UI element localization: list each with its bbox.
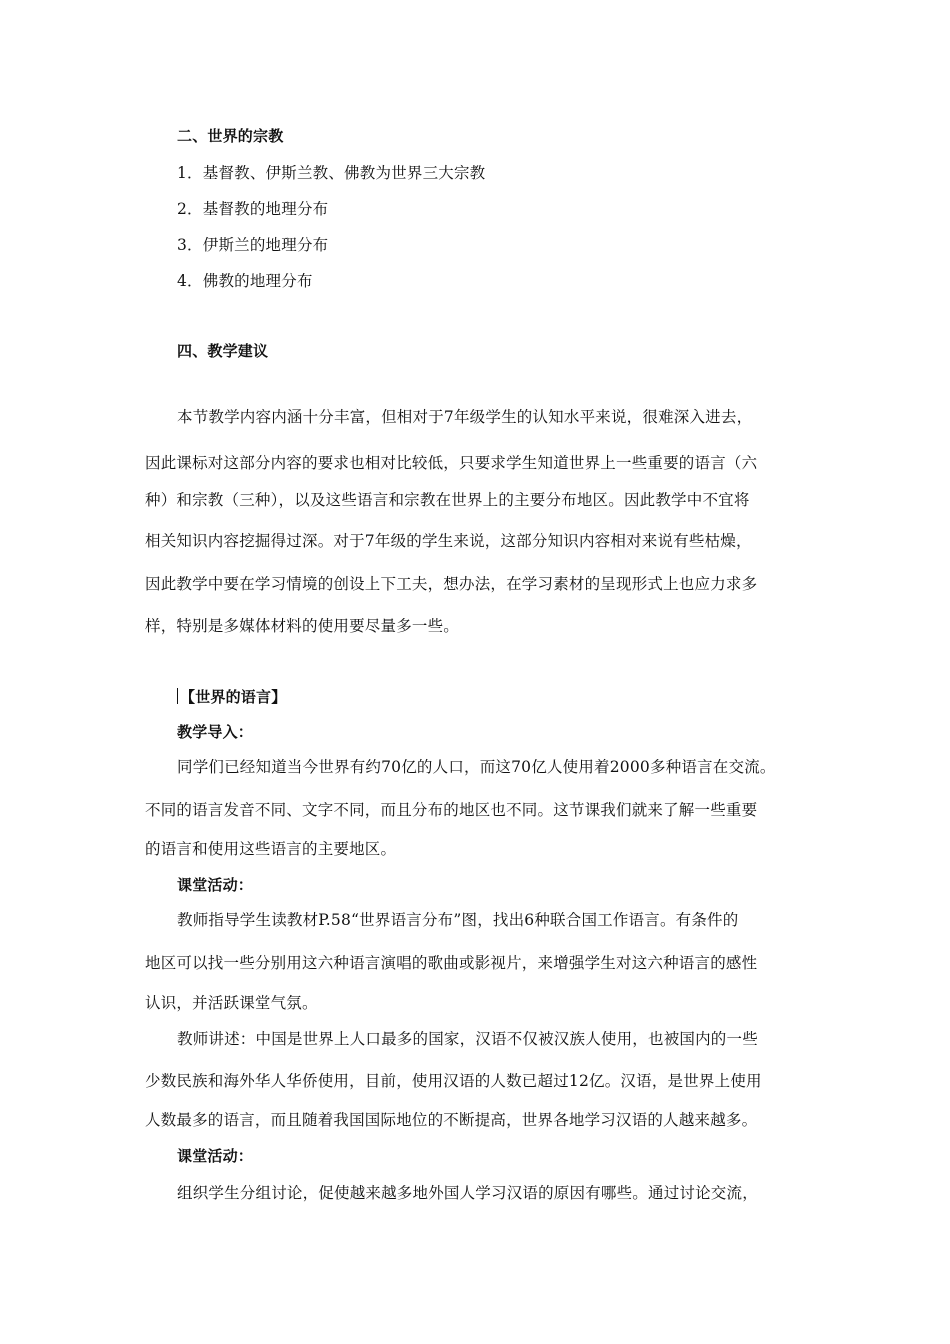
activity1-label: 课堂活动： <box>177 876 254 894</box>
suggestion-line-3: 种）和宗教（三种），以及这些语言和宗教在世界上的主要分布地区。因此教学中不宜将 <box>145 491 750 509</box>
language-heading <box>177 687 286 707</box>
text-cursor <box>177 688 178 704</box>
language-heading-text: 【世界的语言】 <box>180 688 287 706</box>
suggestion-line-5: 因此教学中要在学习情境的创设上下工夫，想办法，在学习素材的呈现形式上也应力求多 <box>145 575 758 593</box>
lecture-line-2: 少数民族和海外华人华侨使用，目前，使用汉语的人数已超过12亿。汉语，是世界上使用 <box>145 1072 762 1090</box>
suggestion-line-1: 本节教学内容内涵十分丰富，但相对于7年级学生的认知水平来说，很难深入进去， <box>177 408 753 426</box>
activity2-line-1: 组织学生分组讨论，促使越来越多地外国人学习汉语的原因有哪些。通过讨论交流， <box>177 1184 758 1202</box>
intro-line-1: 同学们已经知道当今世界有约70亿的人口，而这70亿人使用着2000多种语言在交流。 <box>177 758 776 776</box>
activity1-line-3: 认识，并活跃课堂气氛。 <box>145 994 318 1012</box>
religion-item-4: 4．佛教的地理分布 <box>177 272 313 290</box>
activity1-line-2: 地区可以找一些分别用这六种语言演唱的歌曲或影视片，来增强学生对这六种语言的感性 <box>145 954 758 972</box>
lecture-line-3: 人数最多的语言，而且随着我国国际地位的不断提高，世界各地学习汉语的人越来越多。 <box>145 1111 758 1129</box>
lecture-line-1: 教师讲述：中国是世界上人口最多的国家，汉语不仅被汉族人使用，也被国内的一些 <box>177 1030 758 1048</box>
intro-line-3: 的语言和使用这些语言的主要地区。 <box>145 840 397 858</box>
religion-item-3: 3．伊斯兰的地理分布 <box>177 236 329 254</box>
religion-item-2: 2．基督教的地理分布 <box>177 200 329 218</box>
suggestion-line-4: 相关知识内容挖掘得过深。对于7年级的学生来说，这部分知识内容相对来说有些枯燥， <box>145 532 752 550</box>
activity1-line-1: 教师指导学生读教材P.58“世界语言分布”图，找出6种联合国工作语言。有条件的 <box>177 911 739 929</box>
suggestion-line-2: 因此课标对这部分内容的要求也相对比较低，只要求学生知道世界上一些重要的语言（六 <box>145 454 758 472</box>
suggestion-line-6: 样，特别是多媒体材料的使用要尽量多一些。 <box>145 617 460 635</box>
intro-line-2: 不同的语言发音不同、文字不同，而且分布的地区也不同。这节课我们就来了解一些重要 <box>145 801 758 819</box>
religion-heading: 二、世界的宗教 <box>177 127 284 145</box>
activity2-label: 课堂活动： <box>177 1147 254 1165</box>
intro-label: 教学导入： <box>177 723 254 741</box>
religion-item-1: 1．基督教、伊斯兰教、佛教为世界三大宗教 <box>177 164 486 182</box>
suggestion-heading: 四、教学建议 <box>177 342 269 360</box>
